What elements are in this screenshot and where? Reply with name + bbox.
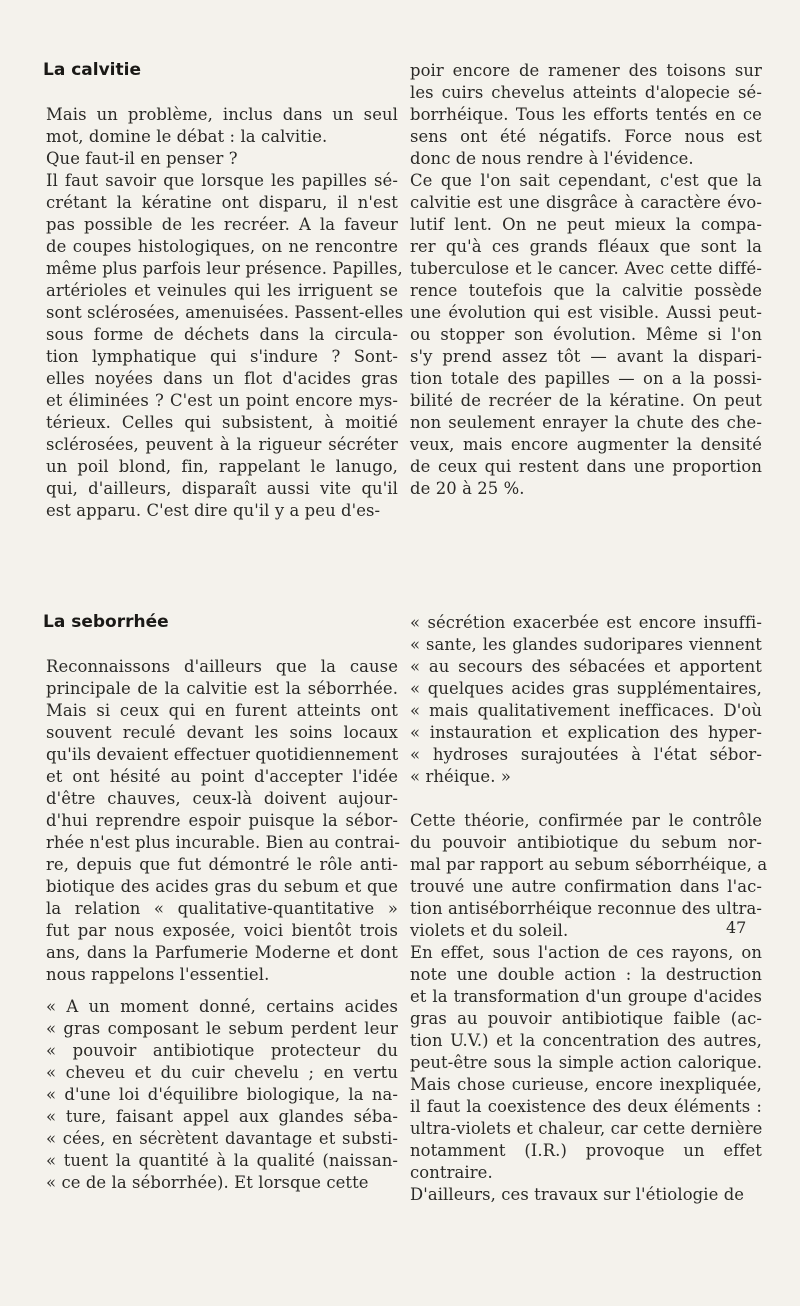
seborrhee-intro-line: Reconnaissons d'ailleurs que la cause: [46, 657, 398, 676]
calvitie-right-line: de ceux qui restent dans une proportion: [410, 457, 762, 476]
seborrhee-quote-line: « sante, les glandes sudoripares viennent: [410, 635, 762, 654]
theorie-line: D'ailleurs, ces travaux sur l'étiologie de: [410, 1185, 745, 1204]
calvitie-right-line: lutif lent. On ne peut mieux la compa-: [410, 215, 762, 234]
calvitie-right-line: rer qu'à ces grands fléaux que sont la: [410, 237, 762, 256]
theorie-line: du pouvoir antibiotique du sebum nor-: [410, 833, 762, 852]
calvitie-left-line: même plus parfois leur présence. Papilles,: [46, 259, 403, 278]
seborrhee-left-column: [46, 656, 401, 1194]
calvitie-left-line: sont sclérosées, amenuisées. Passent-elles: [46, 303, 404, 322]
seborrhee-quote-line: « au secours des sébacées et apportent: [410, 657, 762, 676]
calvitie-left-line: qui, d'ailleurs, disparaît aussi vite qu'il: [46, 479, 398, 498]
seborrhee-quote-line: « sécrétion exacerbée est encore insuffi-: [410, 613, 762, 632]
calvitie-left-line: artérioles et veinules qui les irriguent se: [46, 281, 398, 300]
calvitie-right-line: veux, mais encore augmenter la densité: [410, 435, 762, 454]
calvitie-left-line: pas possible de les recréer. A la faveur: [46, 215, 398, 234]
calvitie-right-line: poir encore de ramener des toisons sur: [410, 61, 762, 80]
calvitie-left-column: [46, 104, 404, 522]
seborrhee-quote-line: « d'une loi d'équilibre biologique, la na-: [46, 1085, 398, 1104]
theorie-line: tion antiséborrhéique reconnue des ultra-: [410, 899, 762, 918]
theorie-line: gras au pouvoir antibiotique faible (ac-: [410, 1009, 762, 1028]
theorie-line: contraire.: [410, 1163, 493, 1182]
calvitie-right-line: bilité de recréer de la kératine. On peut: [410, 391, 762, 410]
seborrhee-quote-line: « mais qualitativement inefficaces. D'où: [410, 701, 762, 720]
seborrhee-quote-line: « tuent la quantité à la qualité (naissan-: [46, 1151, 398, 1170]
theorie-line: mal par rapport au sebum séborrhéique, a: [410, 855, 768, 874]
theorie-line: notamment (I.R.) provoque un effet: [410, 1141, 762, 1160]
seborrhee-intro-line: d'hui reprendre espoir puisque la sébor-: [46, 811, 398, 830]
theorie-paragraph: [410, 810, 768, 1206]
seborrhee-quote-line: « A un moment donné, certains acides: [46, 997, 398, 1016]
calvitie-right-line: tuberculose et le cancer. Avec cette diffé-: [410, 259, 762, 278]
seborrhee-intro-line: souvent reculé devant les soins locaux: [46, 723, 398, 742]
seborrhee-intro-line: et ont hésité au point d'accepter l'idée: [46, 767, 398, 786]
seborrhee-intro-line: biotique des acides gras du sebum et que: [46, 877, 398, 896]
seborrhee-quote-line: « ce de la séborrhée). Et lorsque cette: [46, 1173, 369, 1192]
seborrhee-quote-line: « gras composant le sebum perdent leur: [46, 1019, 398, 1038]
seborrhee-quote-line: « pouvoir antibiotique protecteur du: [46, 1041, 398, 1060]
seborrhee-quote-line: « cheveu et du cuir chevelu ; en vertu: [46, 1063, 398, 1082]
calvitie-left-line: Mais un problème, inclus dans un seul: [46, 105, 398, 124]
calvitie-right-line: Ce que l'on sait cependant, c'est que la: [410, 171, 762, 190]
calvitie-left-line: térieux. Celles qui subsistent, à moitié: [46, 413, 398, 432]
calvitie-right-line: sens ont été négatifs. Force nous est: [410, 127, 762, 146]
calvitie-right-line: rence toutefois que la calvitie possède: [410, 281, 762, 300]
theorie-line: il faut la coexistence des deux éléments :: [410, 1097, 762, 1116]
seborrhee-quote-line: « quelques acides gras supplémentaires,: [410, 679, 762, 698]
calvitie-left-line: un poil blond, fin, rappelant le lanugo,: [46, 457, 398, 476]
calvitie-left-line: Il faut savoir que lorsque les papilles sé-: [46, 171, 398, 190]
seborrhee-quote-line: « cées, en sécrètent davantage et substi-: [46, 1129, 398, 1148]
seborrhee-intro-line: re, depuis que fut démontré le rôle anti-: [46, 855, 398, 874]
calvitie-left-line: Que faut-il en penser ?: [46, 149, 238, 168]
seborrhee-quote-end: [410, 612, 762, 788]
calvitie-right-column: [410, 60, 762, 500]
theorie-line: ultra-violets et chaleur, car cette dernière: [410, 1119, 763, 1138]
seborrhee-intro-line: qu'ils devaient effectuer quotidiennement: [46, 745, 399, 764]
calvitie-right-line: donc de nous rendre à l'évidence.: [410, 149, 694, 168]
theorie-line: peut-être sous la simple action calorique.: [410, 1053, 762, 1072]
heading-seborrhee: La seborrhée: [43, 612, 169, 632]
seborrhee-intro-line: d'être chauves, ceux-là doivent aujour-: [46, 789, 398, 808]
calvitie-right-line: les cuirs chevelus atteints d'alopecie sé-: [410, 83, 762, 102]
theorie-line: et la transformation d'un groupe d'acides: [410, 987, 762, 1006]
theorie-line: trouvé une autre confirmation dans l'ac-: [410, 877, 762, 896]
seborrhee-quote-line: « instauration et explication des hyper-: [410, 723, 762, 742]
theorie-line: Cette théorie, confirmée par le contrôle: [410, 811, 762, 830]
seborrhee-intro-line: fut par nous exposée, voici bientôt trois: [46, 921, 398, 940]
calvitie-left-line: crétant la kératine ont disparu, il n'est: [46, 193, 398, 212]
calvitie-left-line: sous forme de déchets dans la circula-: [46, 325, 398, 344]
calvitie-right-line: s'y prend assez tôt — avant la dispari-: [410, 347, 762, 366]
seborrhee-intro-line: rhée n'est plus incurable. Bien au contrai-: [46, 833, 401, 852]
theorie-line: Mais chose curieuse, encore inexpliquée,: [410, 1075, 762, 1094]
theorie-line: violets et du soleil.: [410, 921, 569, 940]
calvitie-right-line: ou stopper son évolution. Même si l'on: [410, 325, 762, 344]
calvitie-right-line: de 20 à 25 %.: [410, 479, 525, 498]
calvitie-left-line: tion lymphatique qui s'indure ? Sont-: [46, 347, 398, 366]
calvitie-left-line: et éliminées ? C'est un point encore mys-: [46, 391, 398, 410]
calvitie-right-line: une évolution qui est visible. Aussi peut-: [410, 303, 762, 322]
seborrhee-intro-paragraph: [46, 656, 401, 986]
calvitie-left-line: est apparu. C'est dire qu'il y a peu d'es-: [46, 501, 381, 520]
calvitie-right-line: tion totale des papilles — on a la possi-: [410, 369, 762, 388]
theorie-line: note une double action : la destruction: [410, 965, 762, 984]
seborrhee-intro-line: la relation « qualitative-quantitative »: [46, 899, 398, 918]
heading-calvitie: La calvitie: [43, 60, 141, 80]
seborrhee-right-column: [410, 612, 768, 1206]
calvitie-left-line: elles noyées dans un flot d'acides gras: [46, 369, 398, 388]
seborrhee-intro-line: principale de la calvitie est la séborrhée.: [46, 679, 398, 698]
page-number: 47: [726, 918, 747, 937]
calvitie-left-line: mot, domine le débat : la calvitie.: [46, 127, 328, 146]
seborrhee-intro-line: ans, dans la Parfumerie Moderne et dont: [46, 943, 398, 962]
theorie-line: tion U.V.) et la concentration des autres,: [410, 1031, 762, 1050]
calvitie-left-line: de coupes histologiques, on ne rencontre: [46, 237, 398, 256]
calvitie-left-line: sclérosées, peuvent à la rigueur sécréter: [46, 435, 398, 454]
seborrhee-quote-line: « ture, faisant appel aux glandes séba-: [46, 1107, 398, 1126]
calvitie-right-line: borrhéique. Tous les efforts tentés en ce: [410, 105, 762, 124]
theorie-line: En effet, sous l'action de ces rayons, on: [410, 943, 762, 962]
calvitie-right-line: calvitie est une disgrâce à caractère évo-: [410, 193, 762, 212]
seborrhee-intro-line: nous rappelons l'essentiel.: [46, 965, 270, 984]
calvitie-right-line: non seulement enrayer la chute des che-: [410, 413, 762, 432]
seborrhee-intro-line: Mais si ceux qui en furent atteints ont: [46, 701, 398, 720]
seborrhee-quote-line: « rhéique. »: [410, 767, 511, 786]
seborrhee-quote-start: [46, 996, 398, 1194]
seborrhee-quote-line: « hydroses surajoutées à l'état sébor-: [410, 745, 762, 764]
